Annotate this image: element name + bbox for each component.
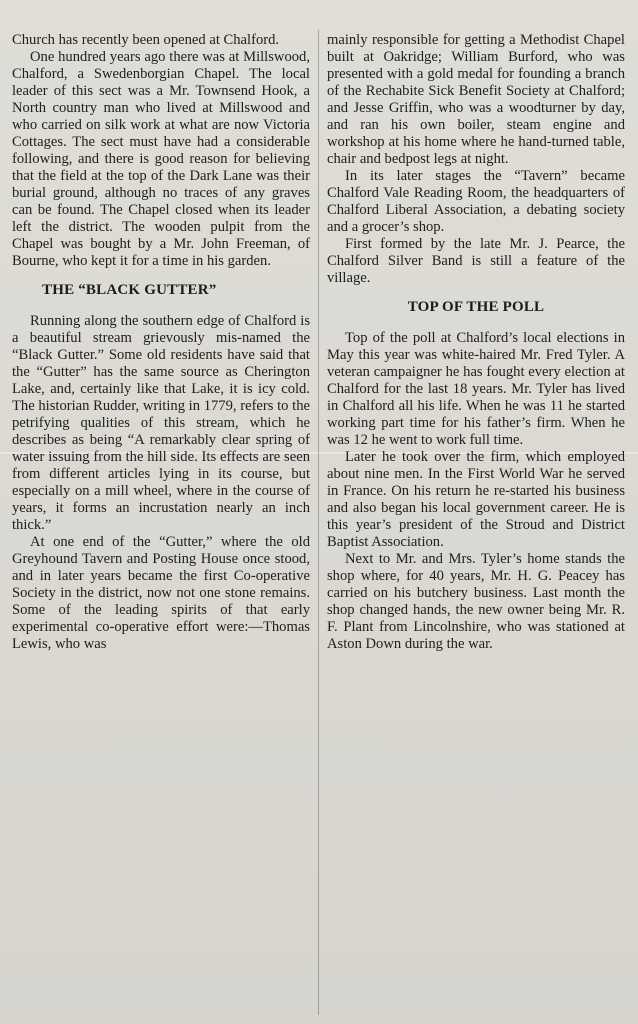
- paragraph: Later he took over the firm, which employed about nine men. In the First World War he served in France. On his return he re-started his business and also began his local government career. He is this year’s president of the Stroud and District Baptist Association.: [327, 449, 625, 550]
- paragraph: First formed by the late Mr. J. Pearce, the Chalford Silver Band is still a feature of the village.: [327, 236, 625, 286]
- paragraph: One hundred years ago there was at Millswood, Chalford, a Swedenborgian Chapel. The local leader of this sect was a Mr. Townsend Hook, a North country man who lived at Millswood and who carried on silk work at what are now Victoria Cottages. The sect must have had a considerable following, and there is good reason for believing that the field at the top of the Dark Lane was their burial ground, although no traces of any graves can be found. The Chapel closed when its leader left the district. The wooden pulpit from the Chapel was bought by a Mr. John Freeman, of Bourne, who kept it for a time in his garden.: [12, 49, 310, 269]
- paragraph: Next to Mr. and Mrs. Tyler’s home stands the shop where, for 40 years, Mr. H. G. Peacey has carried on his butchery business. Last month the shop changed hands, the new owner being Mr. R. F. Plant from Lincolnshire, who was stationed at Aston Down during the war.: [327, 551, 625, 652]
- paragraph: Church has recently been opened at Chalford.: [12, 32, 280, 48]
- section-heading-top-of-the-poll: TOP OF THE POLL: [407, 299, 545, 315]
- paragraph: At one end of the “Gutter,” where the old Greyhound Tavern and Posting House once stood, and in later years became the first Co-operative Society in the district, now not one stone remains. Some of the leading spirits of that early experimental co-operative effort were:—Thomas Lewis, who was: [12, 534, 310, 652]
- right-column: [327, 32, 625, 653]
- paragraph: Top of the poll at Chalford’s local elections in May this year was white-haired Mr. Fred Tyler. A veteran campaigner he has fought every election at Chalford for the last 18 years. Mr. Tyler has lived in Chalford all his life. When he was 11 he started working part time for his father’s firm. When he was 12 he went to work full time.: [327, 330, 625, 448]
- column-rule: [318, 30, 319, 1015]
- paragraph: In its later stages the “Tavern” became Chalford Vale Reading Room, the headquarters of Chalford Liberal Association, a debating society and a grocer’s shop.: [327, 168, 625, 235]
- paragraph: Running along the southern edge of Chalford is a beautiful stream grievously mis-named the “Black Gutter.” Some old residents have said that the “Gutter” has the same source as Cherington Lake, and, certainly like that Lake, it is icy cold. The historian Rudder, writing in 1779, refers to the petrifying qualities of this stream, which he describes as being “A remarkably clear spring of water issuing from the hill side. Its effects are seen from different articles lying in its course, but especially on a mill wheel, where in the course of years, it forms an incrustation nearly an inch thick.”: [12, 313, 310, 533]
- section-heading-black-gutter: THE “BLACK GUTTER”: [42, 282, 217, 298]
- paragraph: mainly responsible for getting a Methodist Chapel built at Oakridge; William Burford, who was presented with a gold medal for founding a branch of the Rechabite Sick Benefit Society at Chalford; and Jesse Griffin, who was a woodturner by day, and ran his own boiler, steam engine and workshop at his home where he hand-turned table, chair and bedpost legs at night.: [327, 32, 625, 167]
- left-column: [12, 32, 310, 653]
